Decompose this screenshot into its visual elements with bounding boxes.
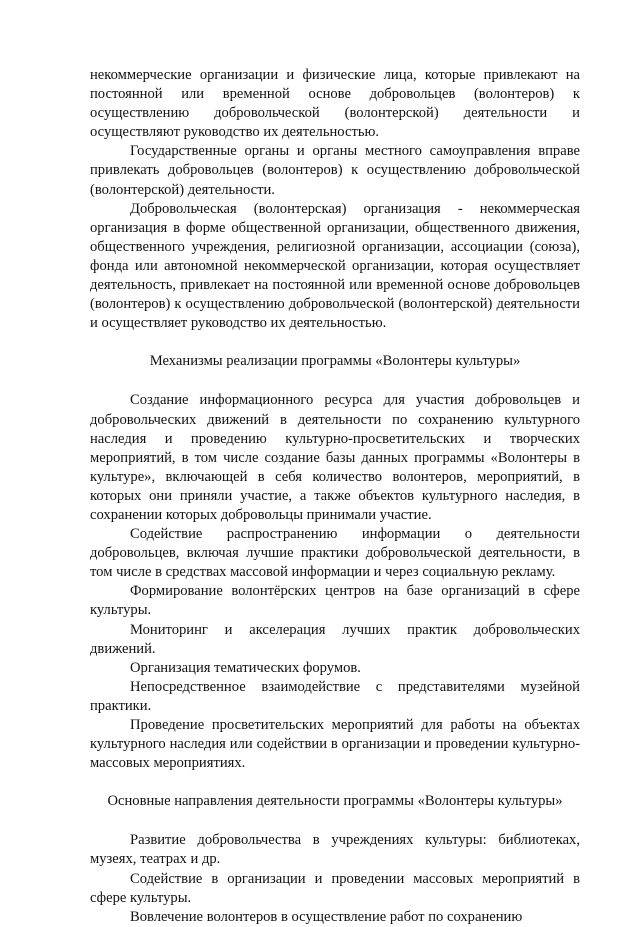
paragraph-educational-events: Проведение просветительских мероприятий для работы на объектах культурного наследия или содействии в организации и проведении культурно-массовых мероприятиях. — [90, 717, 580, 772]
paragraph-state-bodies: Государственные органы и органы местного самоуправления вправе привлекать добровольцев (волонтеров) к осуществлению добровольческой (волонтерской) деятельности. — [90, 143, 580, 198]
spacer — [90, 773, 580, 792]
paragraph-info-resource: Создание информационного ресурса для участия добровольцев и добровольческих движений в деятельности по сохранению культурного наследия и проведению культурно-просветительских и творческих мероприятий, в том числе создание базы данных программы «Волонтеры в культуре», включающей в себя количество волонтеров, мероприятий, в которых они приняли участие, а также объектов культурного наследия, в сохранении которых добровольцы принимали участие. — [90, 392, 580, 523]
paragraph-development: Развитие добровольчества в учреждениях культуры: библиотеках, музеях, театрах и др. — [90, 832, 580, 868]
spacer — [90, 371, 580, 391]
paragraph-forums: Организация тематических форумов. — [130, 659, 361, 676]
paragraph-monitoring: Мониторинг и акселерация лучших практик добровольческих движений. — [90, 621, 580, 657]
paragraph-volunteer-centers: Формирование волонтёрских центров на базе организаций в сфере культуры. — [90, 583, 580, 619]
paragraph-museum-interaction: Непосредственное взаимодействие с представителями музейной практики. — [90, 678, 580, 714]
paragraph-info-spread: Содействие распространению информации о деятельности добровольцев, включая лучшие практики добровольческой деятельности, в том числе в средствах массовой информации и через социальную рекламу. — [90, 526, 580, 581]
paragraph-involvement: Вовлечение волонтеров в осуществление работ по сохранению — [130, 908, 523, 925]
paragraph-mass-events: Содействие в организации и проведении массовых мероприятий в сфере культуры. — [90, 870, 580, 906]
spacer — [90, 333, 580, 352]
paragraph-organizers: некоммерческие организации и физические лица, которые привлекают на постоянной или временной основе добровольцев (волонтеров) к осуществлению добровольческой (волонтерской) деятельности и осуществляют руководство их деятельностью. — [90, 67, 580, 141]
heading-directions: Основные направления деятельности программы «Волонтеры культуры» — [107, 793, 563, 810]
document-page — [90, 66, 580, 927]
spacer — [90, 811, 580, 831]
paragraph-volunteer-organization: Добровольческая (волонтерская) организация - некоммерческая организация в форме общественной организации, общественного движения, общественного учреждения, религиозной организации, ассоциации (союза), фонда или автономной некоммерческой организации, которая осуществляет деятельность, привлекает на постоянной или временной основе добровольцев (волонтеров) к осуществлению добровольческой (волонтерской) деятельности и осуществляет руководство их деятельностью. — [90, 200, 580, 332]
heading-mechanisms: Механизмы реализации программы «Волонтеры культуры» — [149, 353, 521, 370]
